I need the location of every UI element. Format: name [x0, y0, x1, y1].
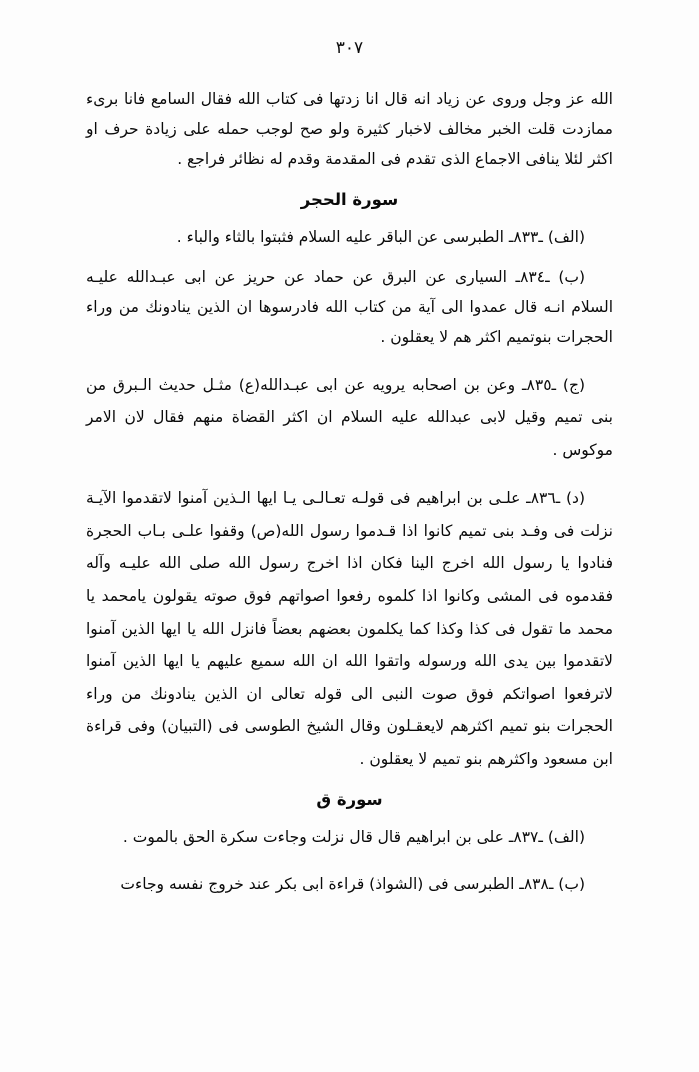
entry-838: (ب) ـ٨٣٨ـ الطبرسى فى (الشواذ) قراءة ابى بكر عند خروج نفسه وجاءت — [120, 874, 585, 893]
section-heading-surah-qaf: سورة ق — [316, 790, 383, 810]
spacer — [86, 355, 613, 369]
paragraph-opening: الله عز وجل وروى عن زياد انه قال انا زدتها فى كتاب الله فقال السامع فانا برىء ممازدت قلت الخبر مخالف لاخبار كثيرة ولو صح لوجب حمله على زيادة حرف او اكثر لئلا ينافى الاجماع الذى تقدم فى المقدمة وقدم له نظائر فراجع . — [86, 90, 613, 169]
spacer — [86, 468, 613, 482]
entry-836: (د) ـ٨٣٦ـ علـى بن ابراهيم فى قولـه تعـالـى يـا ايها الـذين آمنوا لاتقدموا الآيـة نزلت فى وفـد بنى تميم كانوا اذا قـدموا رسول الله(ص) وقفوا علـى بـاب الحجرة فنادوا يا رسول الله اخرج الينا فكان اذا اخرج رسول الله صلى الله عليـه وآله فقدموه فى المشى وكانوا اذا كلموه رفعوا اصواتهم فوق صوته يقولون يامحمد يا محمد ما تقول فى كذا وكذا كما يكلمون بعضهم بعضاً فانزل الله يا ايها الذين آمنوا لاتقدموا بين يدى الله ورسوله واتقوا الله ان الله سميع عليهم يا ايها الذين آمنوا لاترفعوا اصواتكم فوق صوت النبى الى قوله تعالى ان الذين ينادونك من وراء الحجرات بنو تميم اكثرهم لايعقـلون وقال الشيخ الطوسى فى (التبيان) وفى قراءة ابن مسعود واكثرهم بنو تميم لا يعقلون . — [86, 489, 613, 768]
spacer — [86, 254, 613, 262]
entry-833: (الف) ـ٨٣٣ـ الطبرسى عن الباقر عليه السلام فثبتوا بالثاء والباء . — [176, 227, 585, 246]
section-heading-surah-al-hijr: سورة الحجر — [300, 189, 399, 209]
entry-834: (ب) ـ٨٣٤ـ السيارى عن البرق عن حماد عن حريز عن ابى عبـدالله عليـه السلام انـه قال عمدوا الى آية من كتاب الله فادرسوها ان الذين ينادونك من وراء الحجرات بنوتميم اكثر هم لا يعقلون . — [86, 268, 613, 347]
page-number: ٣٠٧ — [335, 38, 364, 58]
entry-835: (ج) ـ٨٣٥ـ وعن بن اصحابه يرويه عن ابى عبـدالله(ع) مثـل حديث الـبرق من بنى تميم وقيل لابى عبدالله عليه السلام ان اكثر القضاة منهم فقال لان الامر موكوس . — [86, 375, 613, 459]
entry-837: (الف) ـ٨٣٧ـ على بن ابراهيم قال قال نزلت وجاءت سكرة الحق بالموت . — [122, 828, 585, 847]
page-body — [86, 84, 613, 899]
spacer — [86, 855, 613, 863]
